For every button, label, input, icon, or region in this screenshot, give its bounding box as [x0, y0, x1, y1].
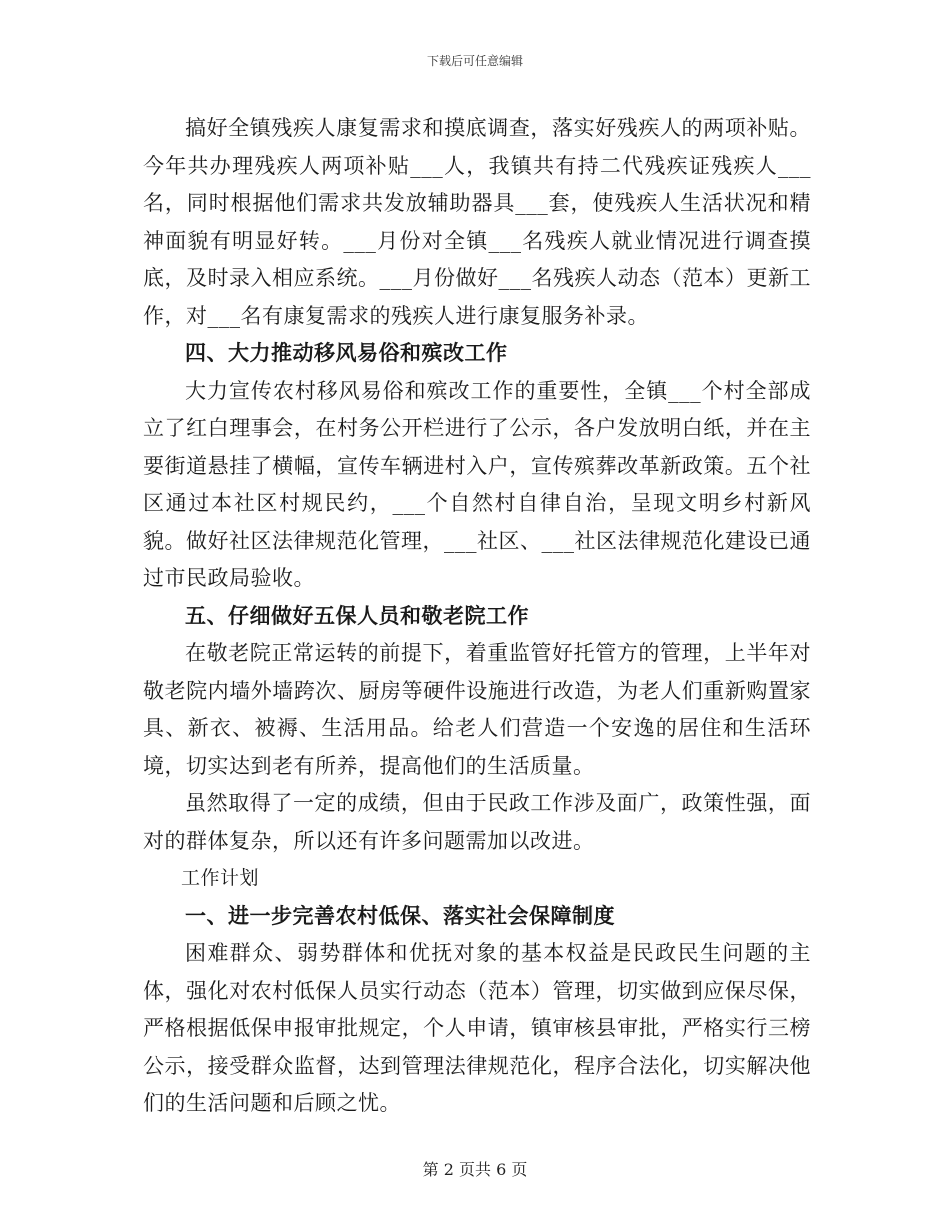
- paragraph-low-income-security: 困难群众、弱势群体和优抚对象的基本权益是民政民生问题的主体，强化对农村低保人员实行动态（范本）管理，切实做到应保尽保，严格根据低保申报审批规定，个人申请，镇审核县审批，严格实行三榜公示，接受群众监督，达到管理法律规范化，程序合法化，切实解决他们的生活问题和后顾之忧。: [143, 941, 811, 1115]
- work-plan-label: 工作计划: [181, 867, 260, 889]
- paragraph-summary: 虽然取得了一定的成绩，但由于民政工作涉及面广，政策性强，面对的群体复杂，所以还有许多问题需加以改进。: [143, 791, 811, 853]
- plan-heading-1: 一、进一步完善农村低保、落实社会保障制度: [185, 903, 615, 928]
- document-body: [143, 110, 811, 1123]
- paragraph-disability-subsidy: 搞好全镇残疾人康复需求和摸底调查，落实好残疾人的两项补贴。今年共办理残疾人两项补贴___人，我镇共有持二代残疾证残疾人___名，同时根据他们需求共发放辅助器具___套，使残疾人生活状况和精神面貌有明显好转。___月份对全镇___名残疾人就业情况进行调查摸底，及时录入相应系统。___月份做好___名残疾人动态（范本）更新工作，对___名有康复需求的残疾人进行康复服务补录。: [143, 116, 811, 328]
- page-header: 下载后可任意编辑: [426, 54, 523, 68]
- paragraph-funeral-reform: 大力宣传农村移风易俗和殡改工作的重要性，全镇___个村全部成立了红白理事会，在村务公开栏进行了公示，各户发放明白纸，并在主要街道悬挂了横幅，宣传车辆进村入户，宣传殡葬改革新政策。五个社区通过本社区村规民约，___个自然村自律自治，呈现文明乡村新风貌。做好社区法律规范化管理，___社区、___社区法律规范化建设已通过市民政局验收。: [143, 378, 811, 590]
- section-heading-5: 五、仔细做好五保人员和敬老院工作: [185, 603, 529, 628]
- page-footer: 第 2 页共 6 页: [422, 1160, 528, 1179]
- paragraph-nursing-home: 在敬老院正常运转的前提下，着重监管好托管方的管理，上半年对敬老院内墙外墙跨次、厨房等硬件设施进行改造，为老人们重新购置家具、新衣、被褥、生活用品。给老人们营造一个安逸的居住和生活环境，切实达到老有所养，提高他们的生活质量。: [143, 641, 811, 778]
- section-heading-4: 四、大力推动移风易俗和殡改工作: [185, 341, 508, 365]
